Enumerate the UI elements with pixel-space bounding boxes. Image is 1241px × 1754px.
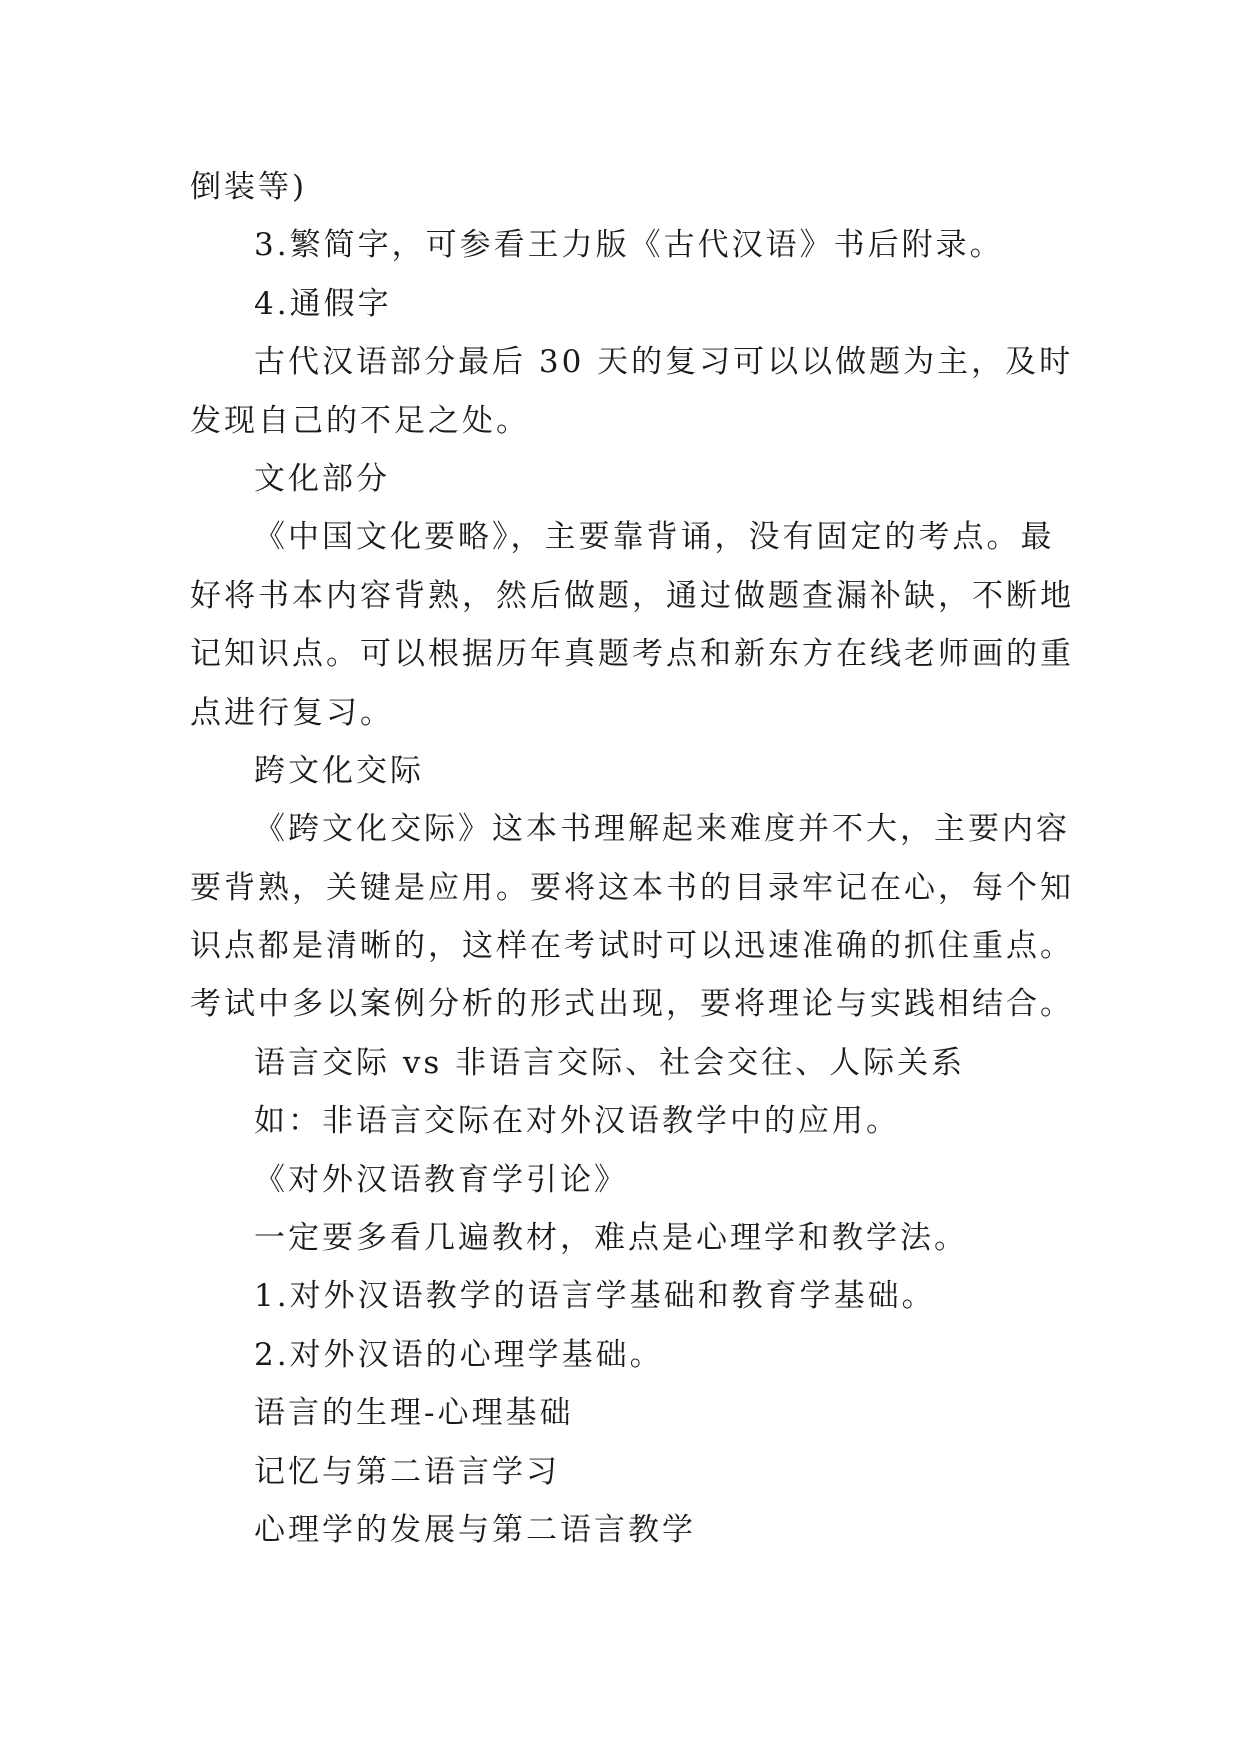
text-line: 一定要多看几遍教材，难点是心理学和教学法。: [254, 1220, 968, 1257]
text-line: 语言交际 vs 非语言交际、社会交往、人际关系: [254, 1044, 966, 1081]
text-line: 记忆与第二语言学习: [254, 1453, 560, 1490]
section-heading: 跨文化交际: [254, 752, 424, 789]
text-line: 古代汉语部分最后 30 天的复习可以以做题为主，及时: [254, 344, 1074, 381]
text-line: 2.对外汉语的心理学基础。: [254, 1336, 664, 1373]
text-line: 《跨文化交际》这本书理解起来难度并不大，主要内容: [254, 811, 1070, 848]
text-line: 如：非语言交际在对外汉语教学中的应用。: [254, 1103, 900, 1140]
text-line: 3.繁简字，可参看王力版《古代汉语》书后附录。: [254, 227, 1004, 264]
text-line: 倒装等): [190, 169, 308, 205]
text-line: 要背熟，关键是应用。要将这本书的目录牢记在心，每个知: [190, 869, 1074, 906]
text-line: 记知识点。可以根据历年真题考点和新东方在线老师画的重: [190, 636, 1074, 673]
text-line: 点进行复习。: [190, 694, 394, 731]
text-line: 考试中多以案例分析的形式出现，要将理论与实践相结合。: [190, 986, 1074, 1023]
document-body: [190, 158, 1074, 1559]
text-line: 4.通假字: [254, 285, 392, 322]
section-heading: 《对外汉语教育学引论》: [254, 1161, 628, 1198]
section-heading: 文化部分: [254, 460, 390, 497]
text-line: 《中国文化要略》，主要靠背诵，没有固定的考点。最: [254, 519, 1055, 556]
text-line: 心理学的发展与第二语言教学: [254, 1511, 696, 1548]
text-line: 好将书本内容背熟，然后做题，通过做题查漏补缺，不断地: [190, 577, 1074, 614]
text-line: 识点都是清晰的，这样在考试时可以迅速准确的抓住重点。: [190, 928, 1074, 965]
text-line: 语言的生理-心理基础: [254, 1395, 574, 1432]
text-line: 发现自己的不足之处。: [190, 402, 530, 439]
text-line: 1.对外汉语教学的语言学基础和教育学基础。: [254, 1278, 936, 1315]
